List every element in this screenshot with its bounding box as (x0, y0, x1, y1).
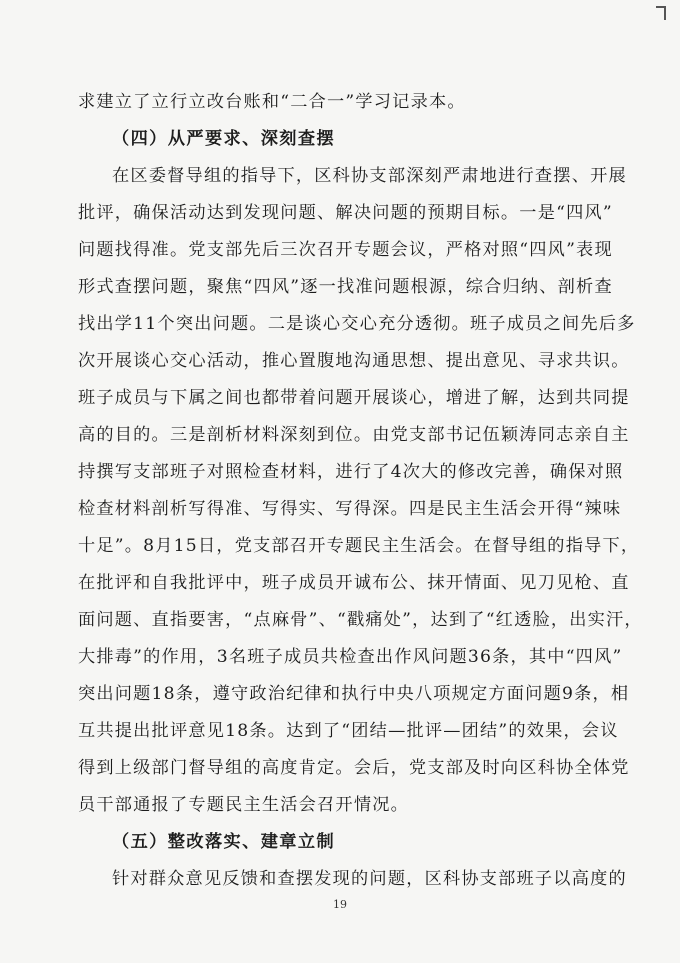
page-corner-mark (656, 6, 666, 20)
body-line: 十足”。8月15日，党支部召开专题民主生活会。在督导组的指导下， (78, 536, 640, 556)
body-line: 检查材料剖析写得准、写得实、写得深。四是民主生活会开得“辣味 (78, 499, 622, 519)
body-line: 求建立了立行立改台账和“二合一”学习记录本。 (78, 92, 466, 112)
body-line: 班子成员与下属之间也都带着问题开展谈心，增进了解，达到共同提 (78, 388, 630, 408)
body-line: 针对群众意见反馈和查摆发现的问题，区科协支部班子以高度的 (112, 869, 627, 889)
section-heading-4: （四）从严要求、深刻查摆 (112, 129, 336, 149)
body-line: 形式查摆问题，聚焦“四风”逐一找准问题根源，综合归纳、剖析查 (78, 277, 613, 297)
body-line: 突出问题18条，遵守政治纪律和执行中央八项规定方面问题9条，相 (78, 684, 630, 704)
body-line: 问题找得准。党支部先后三次召开专题会议，严格对照“四风”表现 (78, 240, 613, 260)
page-number: 19 (333, 898, 347, 911)
body-line: 在区委督导组的指导下，区科协支部深刻严肃地进行查摆、开展 (112, 166, 627, 186)
body-line: 持撰写支部班子对照检查材料，进行了4次大的修改完善，确保对照 (78, 462, 624, 482)
body-line: 互共提出批评意见18条。达到了“团结—批评—团结”的效果，会议 (78, 721, 619, 741)
body-line: 在批评和自我批评中，班子成员开诚布公、抹开情面、见刀见枪、直 (78, 573, 630, 593)
section-heading-5: （五）整改落实、建章立制 (112, 832, 336, 852)
body-line: 面问题、直指要害，“点麻骨”、“戳痛处”，达到了“红透脸，出实汗， (78, 610, 643, 630)
body-line: 次开展谈心交心活动，推心置腹地沟通思想、提出意见、寻求共识。 (78, 351, 630, 371)
body-line: 高的目的。三是剖析材料深刻到位。由党支部书记伍颖涛同志亲自主 (78, 425, 630, 445)
body-line: 大排毒”的作用，3名班子成员共检查出作风问题36条，其中“四风” (78, 647, 623, 667)
body-line: 员干部通报了专题民主生活会召开情况。 (78, 795, 409, 815)
body-line: 找出学11个突出问题。二是谈心交心充分透彻。班子成员之间先后多 (78, 314, 636, 334)
body-line: 批评，确保活动达到发现问题、解决问题的预期目标。一是“四风” (78, 203, 613, 223)
body-line: 得到上级部门督导组的高度肯定。会后，党支部及时向区科协全体党 (78, 758, 630, 778)
